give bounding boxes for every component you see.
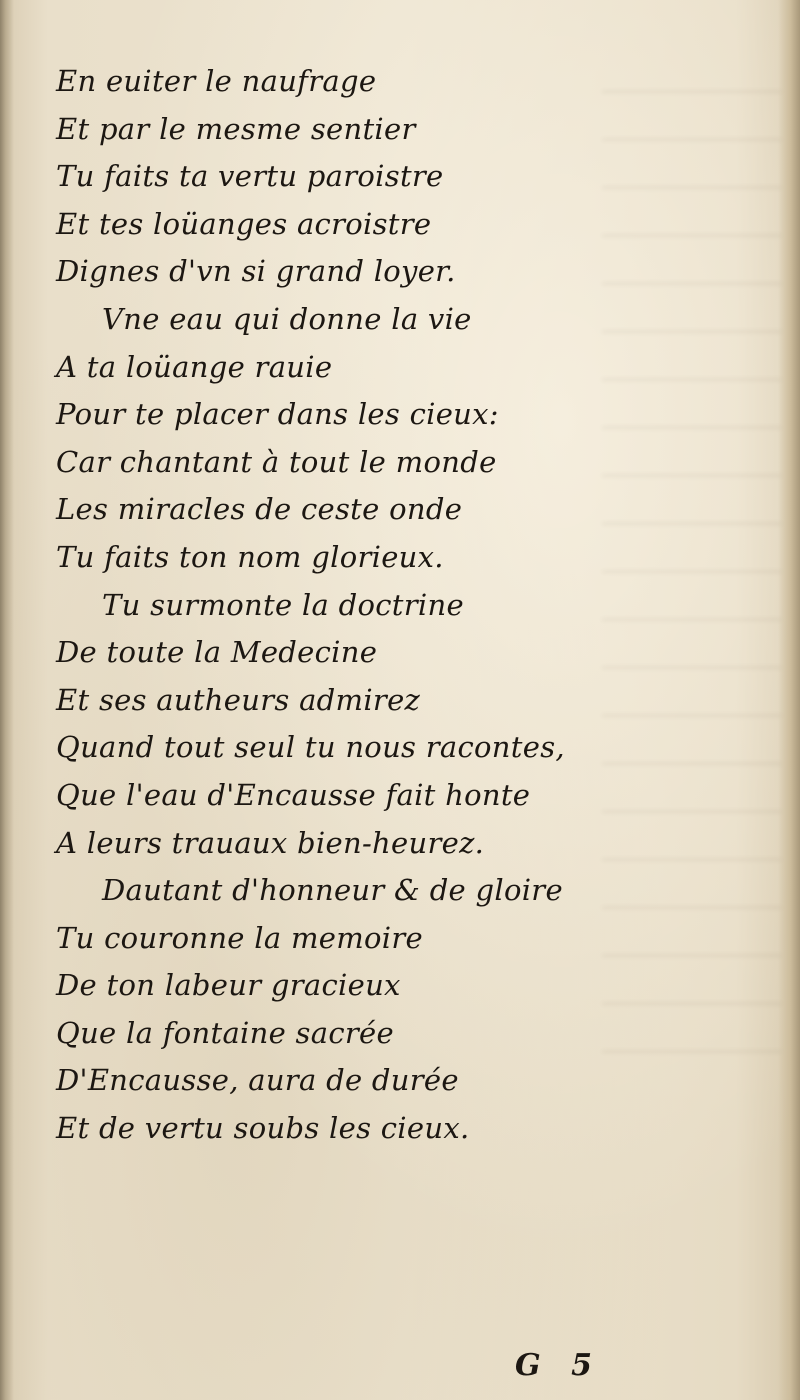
poem-line: Et tes loüanges acroistre — [56, 206, 432, 241]
poem-line: Car chantant à tout le monde — [56, 444, 497, 479]
poem-line: A leurs trauaux bien-heurez. — [56, 825, 485, 860]
page-edge — [778, 0, 800, 1400]
signature-mark: G 5 — [515, 1348, 602, 1383]
poem-line: De ton labeur gracieux — [56, 968, 401, 1003]
poem-line: A ta loüange rauie — [56, 349, 333, 384]
poem-line: D'Encausse, aura de durée — [56, 1063, 459, 1098]
poem-line: Les miracles de ceste onde — [56, 492, 463, 527]
ink-bleed-through — [602, 60, 782, 1060]
poem-line: Quand tout seul tu nous racontes, — [56, 730, 565, 765]
poem-line: En euiter le naufrage — [56, 64, 377, 98]
gutter-shadow — [0, 0, 14, 1400]
poem-line: De toute la Medecine — [56, 635, 378, 670]
poem-line: Pour te placer dans les cieux: — [56, 397, 499, 432]
poem-line: Et par le mesme sentier — [56, 111, 416, 146]
poem-line: Dignes d'vn si grand loyer. — [56, 254, 456, 289]
poem-line: Tu faits ton nom glorieux. — [56, 539, 444, 574]
poem-line: Tu faits ta vertu paroistre — [56, 159, 444, 194]
poem-line: Vne eau qui donne la vie — [102, 301, 472, 336]
poem-line: Que l'eau d'Encausse fait honte — [56, 777, 531, 812]
poem-line: Dautant d'honneur & de gloire — [102, 873, 563, 908]
poem-line: Tu surmonte la doctrine — [102, 587, 464, 622]
poem-line: Et ses autheurs admirez — [56, 682, 421, 717]
poem-text — [56, 58, 616, 1153]
poem-line: Que la fontaine sacrée — [56, 1015, 394, 1050]
poem-line: Tu couronne la memoire — [56, 920, 423, 955]
poem-line: Et de vertu soubs les cieux. — [56, 1111, 470, 1146]
